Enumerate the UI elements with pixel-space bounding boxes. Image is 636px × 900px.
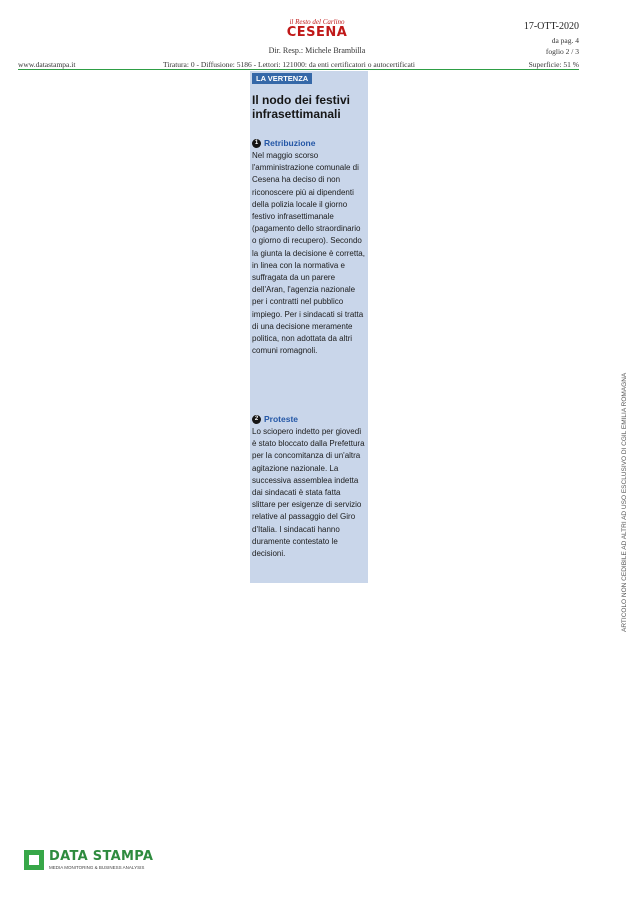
section-title: Proteste xyxy=(264,414,299,424)
masthead-top: il Resto del Carlino xyxy=(289,18,345,26)
logo-tagline: MEDIA MONITORING & BUSINESS ANALYSIS xyxy=(49,865,145,870)
sheet-ref: foglio 2 / 3 xyxy=(545,47,579,56)
number-badge-icon: 1 xyxy=(252,139,261,148)
article-box xyxy=(250,71,368,583)
page-ref: da pag. 4 xyxy=(551,36,579,45)
circulation-stats: Tiratura: 0 - Diffusione: 5186 - Lettori: 121000: da enti certificatori o autocertificati xyxy=(163,60,416,69)
website-link[interactable]: www.datastampa.it xyxy=(18,60,76,69)
section-tag: LA VERTENZA xyxy=(252,73,312,84)
number-badge-icon: 2 xyxy=(252,415,261,424)
section-body: Nel maggio scorso l'amministrazione comunale di Cesena ha deciso di non riconoscere più ai dipendenti della polizia locale il giorno festivo infrasettimanale (pagamento dello straordinario o giorno di recupero). Secondo la giunta la decisione è corretta, in linea con la normativa e suffragata da un parere dell'Aran, l'agenzia nazionale per i contratti nel pubblico impiego. Per i sindacati si tratta di una decisione meramente politica, non adottata da altri comuni romagnoli. xyxy=(252,151,365,356)
masthead xyxy=(272,18,362,39)
logo-mark-icon xyxy=(24,850,44,870)
usage-notice: ARTICOLO NON CEDIBILE AD ALTRI AD USO ESCLUSIVO DI CGIL EMILIA ROMAGNA xyxy=(621,372,628,632)
article-section-retribuzione xyxy=(252,137,366,357)
section-title: Retribuzione xyxy=(264,138,316,148)
masthead-title: CESENA xyxy=(286,25,348,40)
logo-text: DATA STAMPA xyxy=(49,849,154,864)
article-headline: Il nodo dei festivi infrasettimanali xyxy=(252,93,351,121)
surface-percent: Superficie: 51 % xyxy=(528,60,579,69)
director-line: Dir. Resp.: Michele Brambilla xyxy=(268,46,366,55)
article-section-proteste xyxy=(252,413,366,560)
header-divider xyxy=(18,69,579,70)
data-stampa-logo xyxy=(24,850,153,871)
section-body: Lo sciopero indetto per giovedì è stato bloccato dalla Prefettura per la concomitanza di un'altra agitazione nazionale. La successiva assemblea indetta dai sindacati è stata fatta slittare per esigenze di servizio relative al passaggio del Giro d'Italia. I sindacati hanno duramente contestato le decisioni. xyxy=(252,427,365,559)
publication-date: 17-OTT-2020 xyxy=(523,21,579,32)
